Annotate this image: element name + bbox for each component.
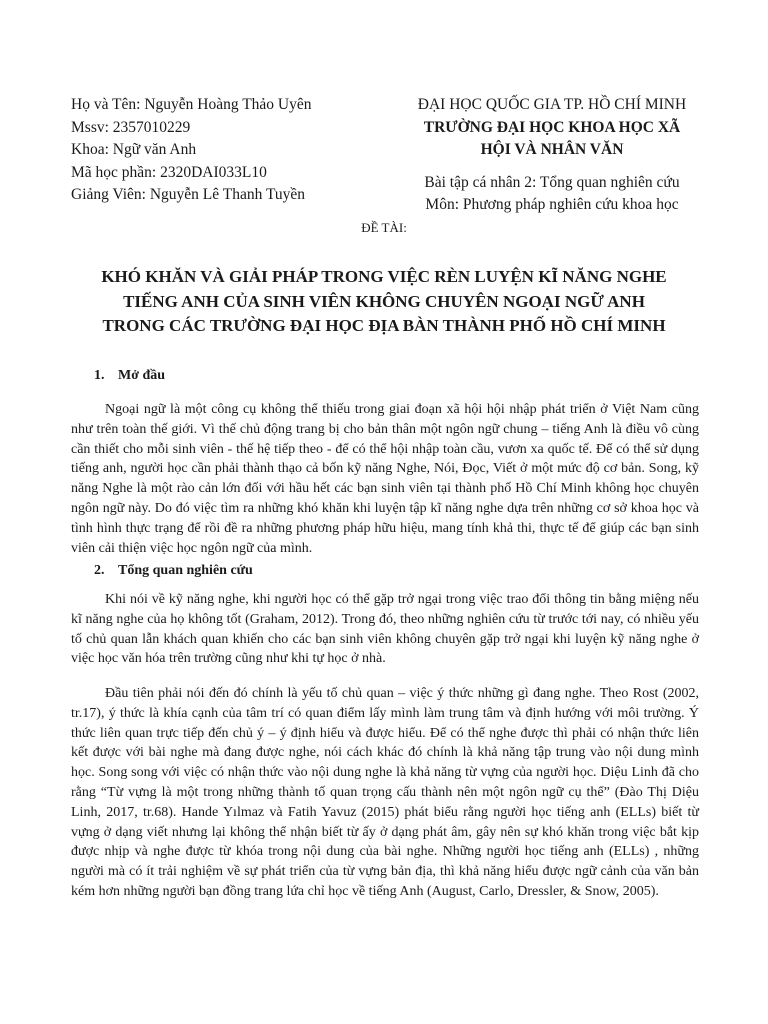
topic-label: ĐỀ TÀI: xyxy=(361,220,407,235)
student-id: Mssv: 2357010229 xyxy=(71,118,191,136)
section-title: Tổng quan nghiên cứu xyxy=(118,563,253,578)
university-info xyxy=(378,94,726,217)
student-info xyxy=(71,94,312,207)
paragraph-overview-2: Đầu tiên phải nói đến đó chính là yếu tố chủ quan – việc ý thức những gì đang nghe. Theo Rost (2002, tr.17), ý thức là khía cạnh của tâm trí có quan điểm lấy mình làm trung tâm và định hướng với môi trường. Ý thức liên quan trực tiếp đến chủ ý – ý định hiểu và được hiểu. Để có thể nghe được thì phải có nhận thức liên kết được với bài nghe mà đang được nghe, nói cách khác đó chính là khả năng tập trung vào nội dung mình học. Song song với việc có nhận thức vào nội dung nghe là khả năng từ vựng của người học. Diệu Linh đã cho rằng “Từ vựng là một trong những thành tố quan trọng cấu thành nên một ngôn ngữ cụ thể” (Đào Thị Diệu Linh, 2017, tr.68). Hande Yılmaz và Fatih Yavuz (2015) phát biểu rằng người học tiếng anh (ELLs) biết từ vựng ở dạng viết nhưng lại không thể nhận biết từ ấy ở dạng phát âm, gây nên sự khó khăn trong việc bắt kịp được nhịp và nghe được từ khóa trong nội dung của bài nghe. Những người học tiếng anh (ELLs) , những người mà có ít trải nghiệm về sự phát triển của từ vựng bản địa, thì khả năng hiểu được ngữ cảnh của văn bản kém hơn những người bạn đồng trang lứa chỉ học về tiếng Anh (August, Carlo, Dressler, & Snow, 2005). xyxy=(71,686,699,899)
assignment-title: Bài tập cá nhân 2: Tổng quan nghiên cứu xyxy=(424,173,680,191)
section-heading-intro xyxy=(94,368,165,384)
course-code: Mã học phần: 2320DAI033L10 xyxy=(71,163,267,181)
section-number: 1. xyxy=(94,368,105,383)
school-name-line1: TRƯỜNG ĐẠI HỌC KHOA HỌC XÃ xyxy=(423,118,681,136)
paragraph-overview-1: Khi nói về kỹ năng nghe, khi người học có thể gặp trở ngại trong việc trao đổi thông tin bằng miệng nếu kĩ năng nghe của họ không tốt (Graham, 2012). Trong đó, theo những nghiên cứu từ trước tới nay, có nhiều yếu tố chủ quan lẫn khách quan khiến cho các bạn sinh viên không chuyên gặp trở ngại khi luyện kỹ năng nghe ở việc học văn hóa trên trường cũng như khi tự học ở nhà. xyxy=(71,592,699,667)
title-line: TRONG CÁC TRƯỜNG ĐẠI HỌC ĐỊA BÀN THÀNH PHỐ HỒ CHÍ MINH xyxy=(102,316,666,335)
school-name-line2: HỘI VÀ NHÂN VĂN xyxy=(480,141,624,158)
section-heading-overview xyxy=(94,563,253,579)
document-title xyxy=(40,265,728,339)
title-line: KHÓ KHĂN VÀ GIẢI PHÁP TRONG VIỆC RÈN LUYỆN KĨ NĂNG NGHE xyxy=(101,267,667,286)
student-faculty: Khoa: Ngữ văn Anh xyxy=(71,141,197,158)
section-number: 2. xyxy=(94,563,105,578)
paragraph-intro: Ngoại ngữ là một công cụ không thể thiếu trong giai đoạn xã hội hội nhập phát triển ở Việt Nam cũng như trên toàn thế giới. Vì thế chủ động trang bị cho bản thân một ngôn ngữ chung – tiếng Anh là điều vô cùng cần thiết cho mỗi sinh viên - thế hệ tiếp theo - để có thể hội nhập toàn cầu, vươn xa quốc tế. Để có thể sử dụng tiếng anh, người học cần phải thành thạo cả bốn kỹ năng Nghe, Nói, Đọc, Viết ở một mức độ cơ bản. Song, kỹ năng Nghe là một rào cản lớn đối với hầu hết các bạn sinh viên tại thành phố Hồ Chí Minh không học chuyên ngôn ngữ này. Do đó việc tìm ra những khó khăn khi luyện tập kĩ năng nghe dựa trên những cơ sở khoa học và tình hình thực trạng để rồi đề ra những phương pháp hữu hiệu, mang tính khả thi, thực tế để giúp các bạn sinh viên cải thiện việc học ngôn ngữ của mình. xyxy=(71,402,699,556)
student-name: Họ và Tên: Nguyễn Hoàng Thảo Uyên xyxy=(71,96,312,113)
section-title: Mở đầu xyxy=(118,368,166,383)
subject-name: Môn: Phương pháp nghiên cứu khoa học xyxy=(425,196,679,213)
lecturer-name: Giảng Viên: Nguyễn Lê Thanh Tuyền xyxy=(71,186,305,203)
title-line: TIẾNG ANH CỦA SINH VIÊN KHÔNG CHUYÊN NGOẠI NGỮ ANH xyxy=(123,291,645,311)
national-university: ĐẠI HỌC QUỐC GIA TP. HỒ CHÍ MINH xyxy=(417,96,687,113)
